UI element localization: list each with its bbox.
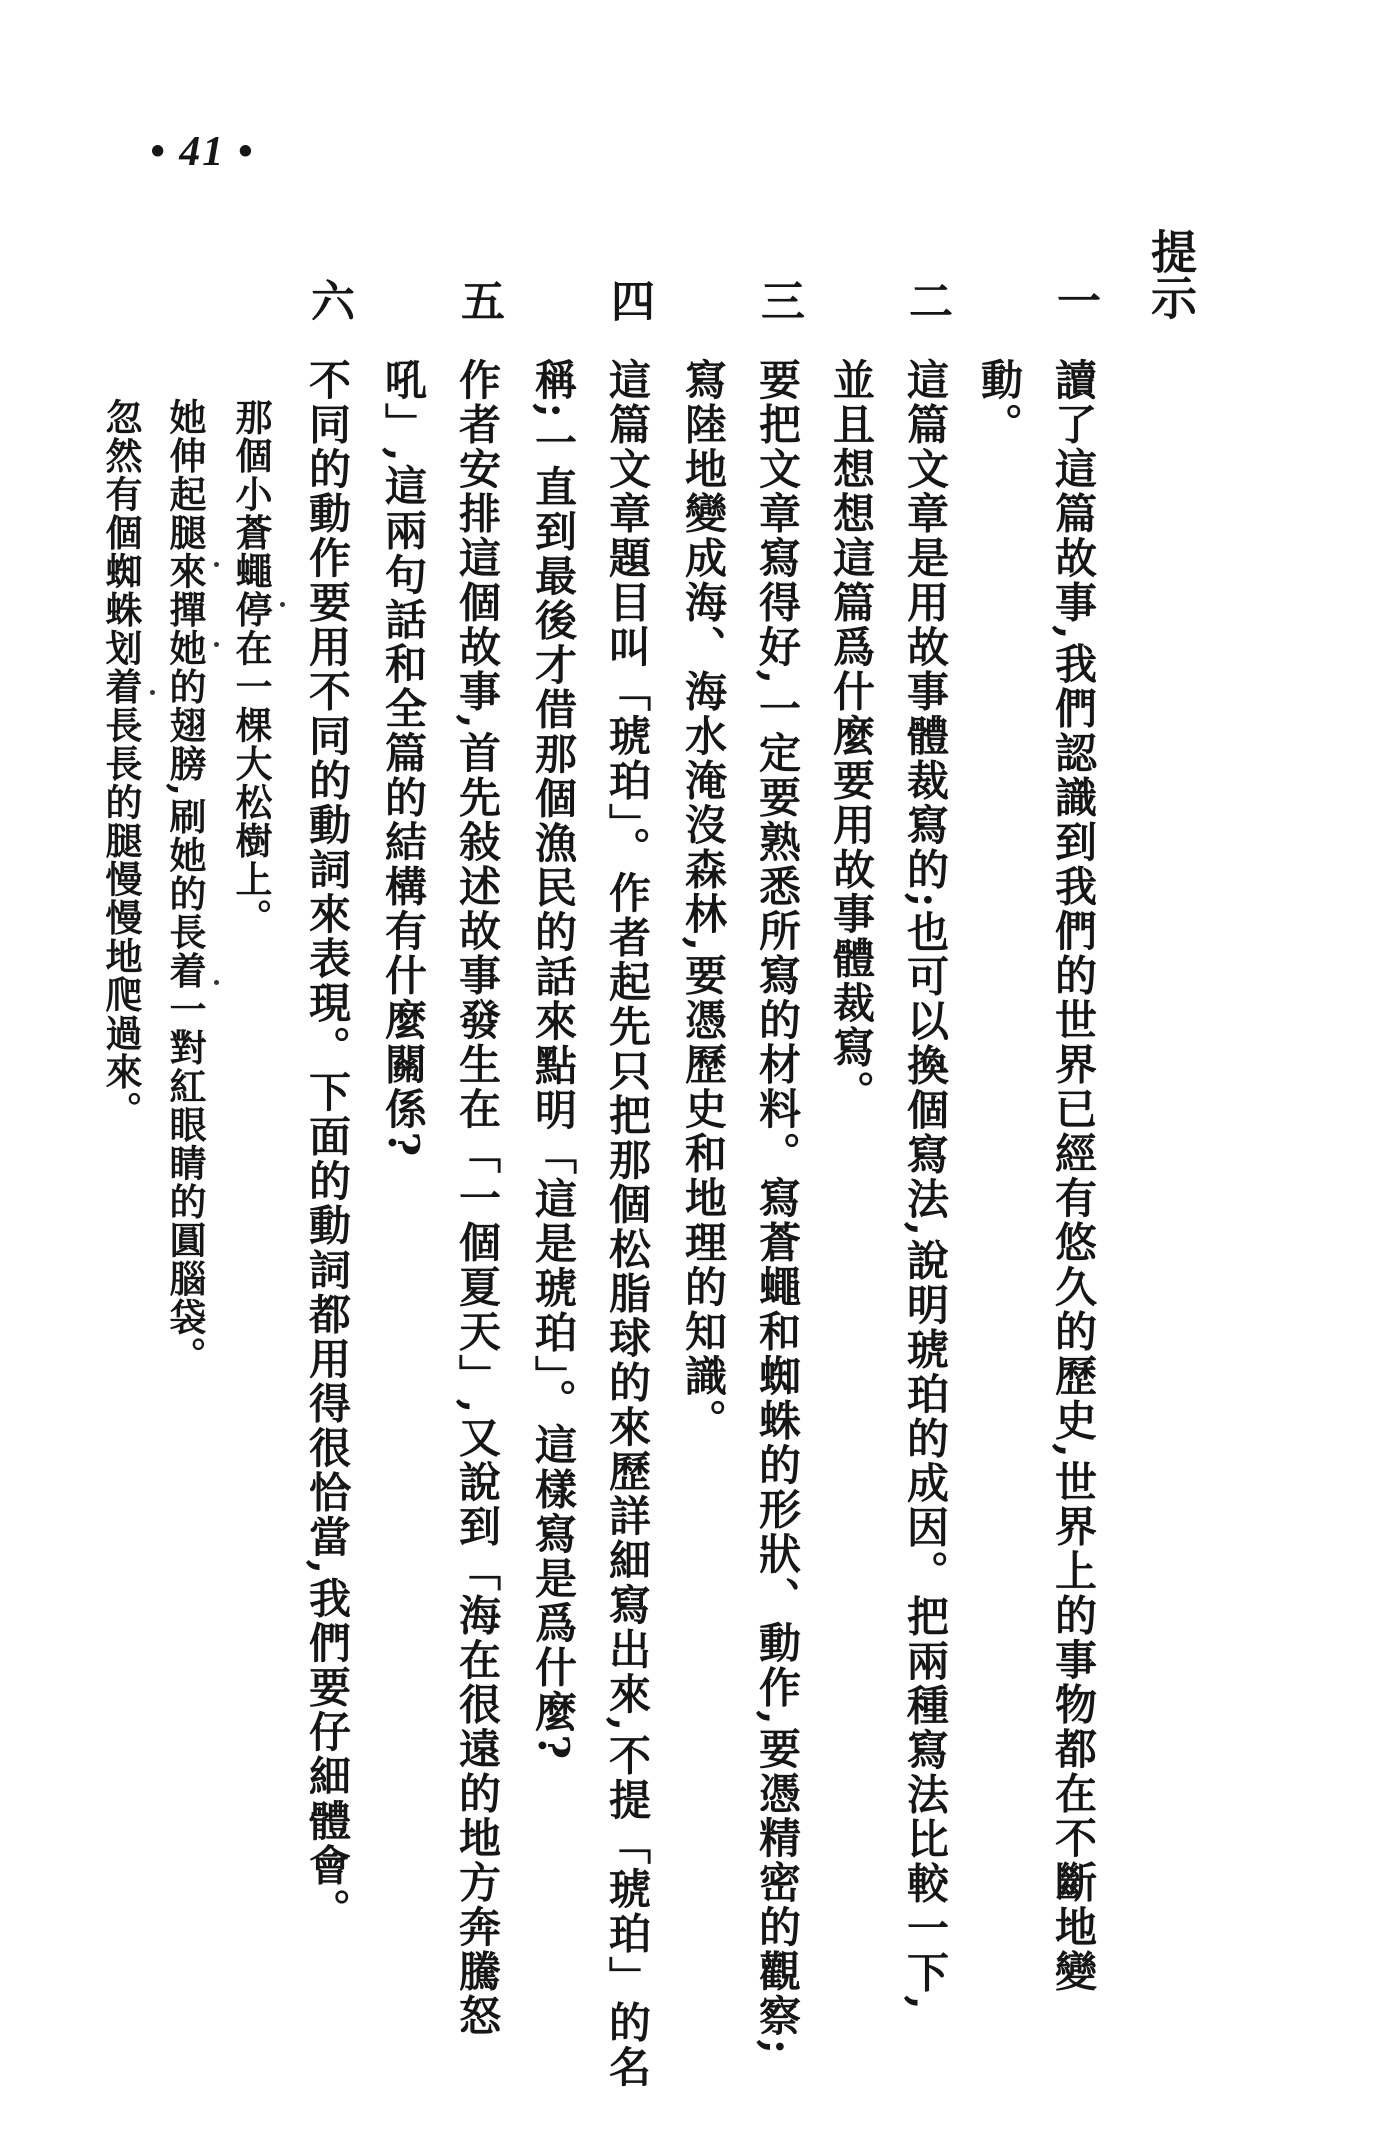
item-4-number: 四 <box>603 278 654 322</box>
item-1-line-2: 動。 <box>975 358 1024 447</box>
item-6-number: 六 <box>303 278 354 322</box>
item-3-line-1: 要把文章寫得好,一定要熟悉所寫的材料。寫蒼蠅和蜘蛛的形狀、動作,要憑精密的觀察; <box>753 358 802 2057</box>
item-4-line-1: 這篇文章題目叫「琥珀」。作者起先只把那個松脂球的來歷詳細寫出來,不提「琥珀」的名 <box>603 358 652 2090</box>
emphasis-dot <box>280 602 285 607</box>
item-5-number: 五 <box>453 278 504 322</box>
item-3-number: 三 <box>753 278 804 322</box>
example-sentence-2: 她伸起腿來撣她的翅膀,刷她的長着一對紅眼睛的圓腦袋。 <box>163 398 207 1375</box>
item-1-number: 一 <box>1049 278 1100 322</box>
page-number: • 41 • <box>150 129 255 175</box>
emphasis-dot <box>214 642 219 647</box>
item-4-line-2: 稱;一直到最後才借那個漁民的話來點明「這是琥珀」。這樣寫是爲什麼? <box>529 358 578 1762</box>
example-sentence-1: 那個小蒼蠅停在一棵大松樹上。 <box>229 398 273 937</box>
emphasis-dot <box>214 562 219 567</box>
item-1-line-1: 讀了這篇故事,我們認識到我們的世界已經有悠久的歷史,世界上的事物都在不斷地變 <box>1049 358 1098 1995</box>
item-2-number: 二 <box>901 278 952 322</box>
item-2-line-2: 並且想想這篇爲什麼要用故事體裁寫。 <box>827 358 876 1115</box>
item-5-line-1: 作者安排這個故事,首先敍述故事發生在「一個夏天」,又說到「海在很遠的地方奔騰怒 <box>453 358 502 2039</box>
item-3-line-2: 寫陸地變成海、海水淹沒森林,要憑歷史和地理的知識。 <box>679 358 728 1444</box>
emphasis-dot <box>150 690 155 695</box>
emphasis-dot <box>214 980 219 985</box>
section-heading: 提示 <box>1144 228 1198 320</box>
item-5-line-2: 吼」,這兩句話和全篇的結構有什麼關係? <box>379 358 428 1159</box>
example-sentence-3: 忽然有個蜘蛛划着長長的腿慢慢地爬過來。 <box>99 398 143 1130</box>
item-2-line-1: 這篇文章是用故事體裁寫的;也可以換個寫法,說明琥珀的成因。把兩種寫法比較一下, <box>901 358 950 2013</box>
item-6-line-1: 不同的動作要用不同的動詞來表現。下面的動詞都用得很恰當,我們要仔細體會。 <box>303 358 352 1933</box>
